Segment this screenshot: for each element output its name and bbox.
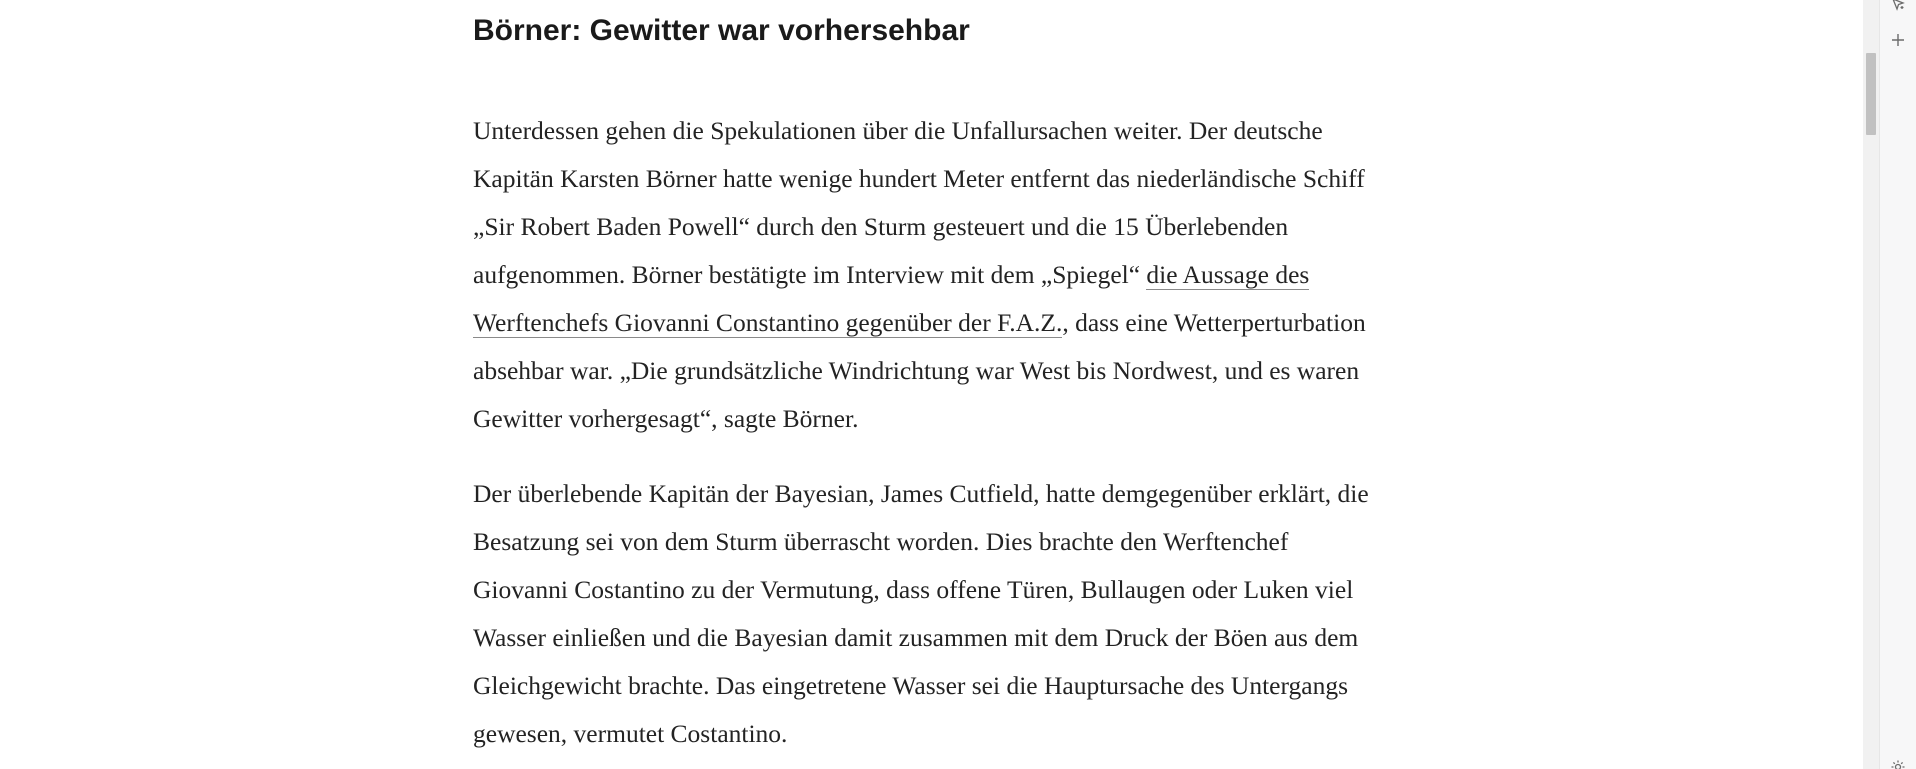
paragraph-text: Unterdessen gehen die Spekulationen über die Unfallursachen weiter. Der deutsche Kapitän Karsten Börner hatte wenige hundert Meter entfernt das niederländische Schiff „Sir Robert Baden Powell“ durch den Sturm gesteuert und die 15 Überlebenden aufgenommen. Börner bestätigte im Interview mit dem „Spiegel“: [473, 116, 1365, 289]
gear-icon[interactable]: [1888, 757, 1908, 769]
article-body: [473, 0, 1373, 758]
sparkle-cursor-icon[interactable]: [1888, 0, 1908, 14]
plus-icon[interactable]: [1888, 30, 1908, 50]
paragraph-text: , dass eine Wetterperturbation absehbar war. „Die grundsätzliche Windrichtung war West bis Nordwest, und es waren Gewitter vorhergesagt“, sagte Börner.: [473, 308, 1366, 433]
scrollbar-thumb[interactable]: [1866, 53, 1876, 135]
section-subheading: Börner: Gewitter war vorhersehbar: [473, 14, 970, 47]
page-scrollbar[interactable]: [1863, 0, 1879, 769]
article-paragraph: Der überlebende Kapitän der Bayesian, James Cutfield, hatte demgegenüber erklärt, die Besatzung sei von dem Sturm überrascht worden. Dies brachte den Werftenchef Giovanni Costantino zu der Vermutung, dass offene Türen, Bullaugen oder Luken viel Wasser einließen und die Bayesian damit zusammen mit dem Druck der Böen aus dem Gleichgewicht brachte. Das eingetretene Wasser sei die Hauptursache des Untergangs gewesen, vermutet Costantino.: [473, 479, 1369, 748]
faz-interview-link[interactable]: die Aussage des Werftenchefs Giovanni Constantino gegenüber der F.A.Z.: [473, 260, 1310, 337]
browser-side-panel: [1879, 0, 1916, 769]
article-paragraph: [473, 107, 1373, 443]
